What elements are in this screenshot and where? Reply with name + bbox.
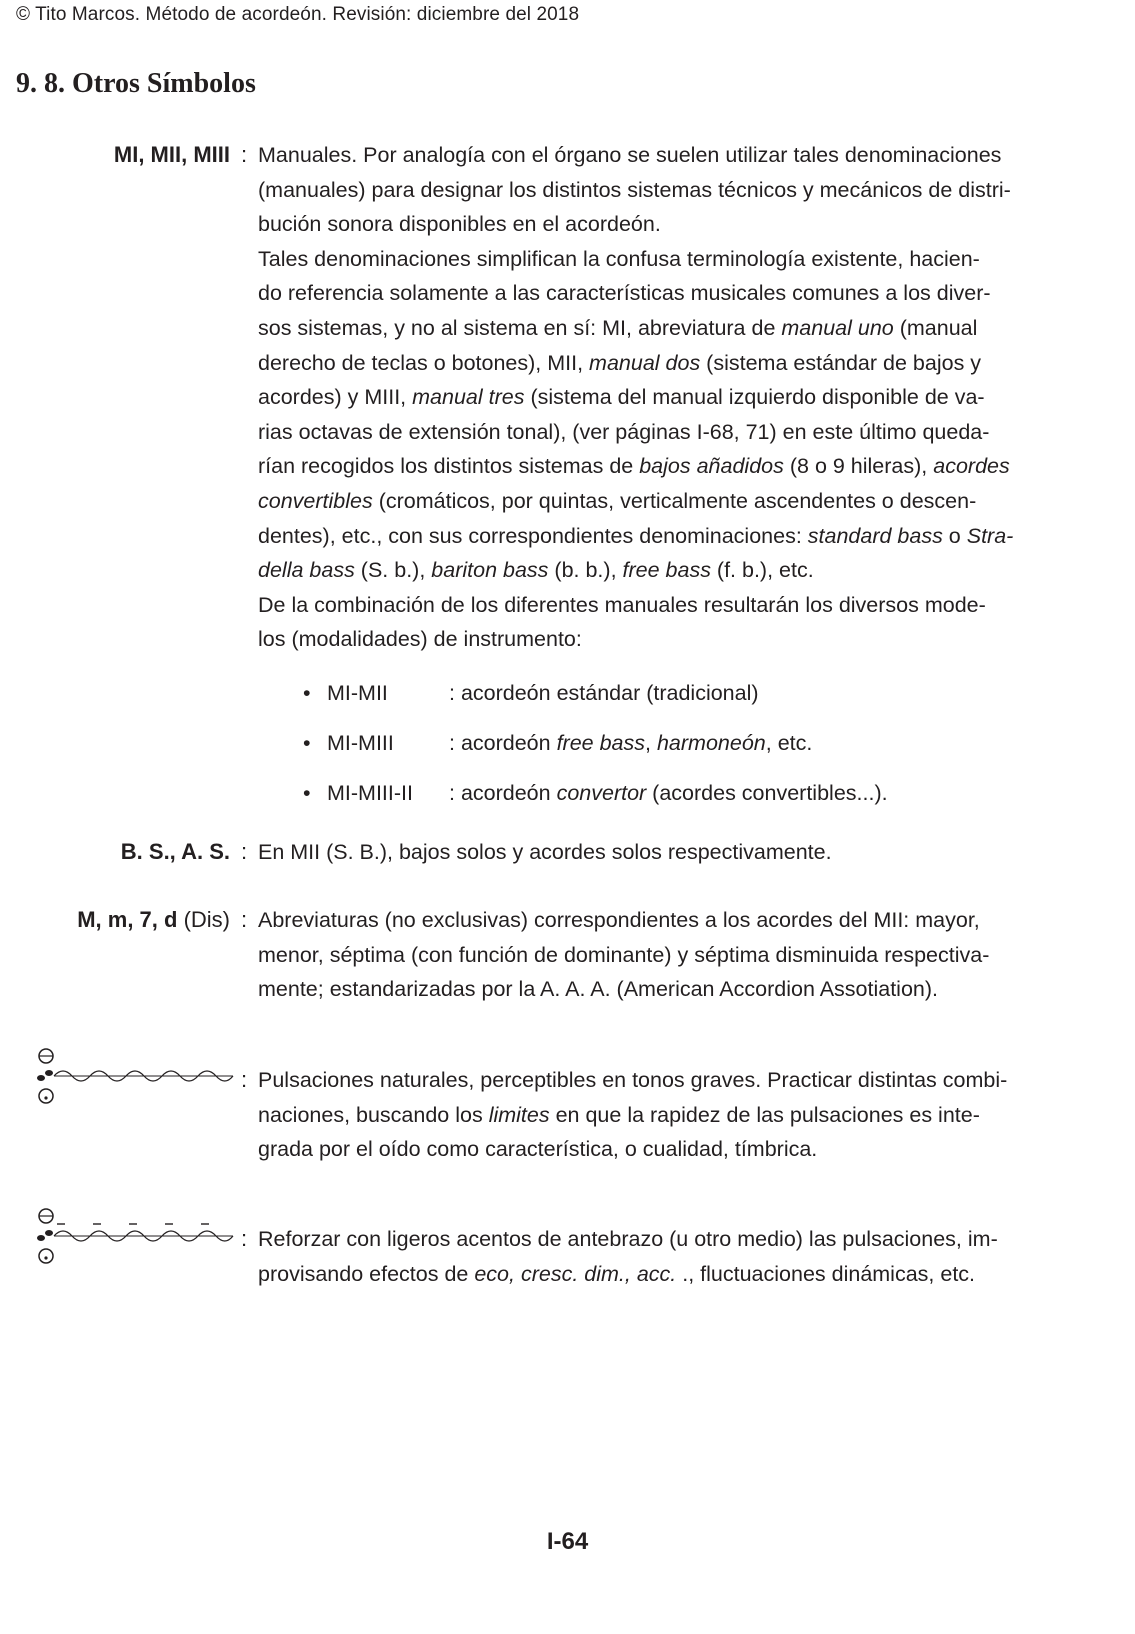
term-bajos-solos: B. S., A. S. (120, 839, 230, 864)
page-number: I-64 (546, 1528, 589, 1555)
natural-pulsation-symbol (28, 1044, 238, 1113)
page-header: © Tito Marcos. Método de acordeón. Revisión: diciembre del 2018 (16, 4, 580, 25)
term-manuales: MI, MII, MIII (113, 142, 230, 167)
colon: : (241, 142, 248, 167)
list-item: • MI-MII : acordeón estándar (tradicional) (303, 676, 1083, 726)
list-item: • MI-MIII : acordeón free bass, harmoneón, etc. (303, 726, 1083, 776)
colon: : (241, 839, 248, 864)
bullet: • (303, 781, 311, 805)
instrument-models-list (303, 676, 1083, 826)
accented-pulsation-symbol (28, 1204, 238, 1273)
desc-pulsaciones: Pulsaciones naturales, perceptibles en tonos graves. Practicar distintas combi- naciones, buscando los limites en que la rapidez de las pulsaciones es inte- grada por el oído como característica, o cualidad, tímbrica. (258, 1068, 1008, 1162)
bullet: • (303, 731, 311, 755)
colon: : (241, 1067, 248, 1092)
desc-abreviaturas: Abreviaturas (no exclusivas) correspondientes a los acordes del MII: mayor, menor, séptima (con función de dominante) y séptima disminuida respectiva- mente; estandarizadas por la A. A. A. (American Accordion Assotiation). (258, 908, 990, 1002)
desc-manuales: Manuales. Por analogía con el órgano se suelen utilizar tales denominaciones (manuales) para designar los distintos sistemas técnicos y mecánicos de distri- bución sonora disponibles en el acordeón. Tales denominaciones simplifican la confusa terminología existente, hacien- do referencia solamente a las características musicales comunes a los diver- sos sistemas, y no al sistema en sí: MI, abreviatura de manual uno (manual derecho de teclas o botones), MII, manual dos (sistema estándar de bajos y acordes) y MIII, manual tres (sistema del manual izquierdo disponible de va- rias octavas de extensión tonal), (ver páginas I-68, 71) en este último queda- rían recogidos los distintos sistemas de bajos añadidos (8 o 9 hileras), acordes convertibles (cromáticos, por quintas, verticalmente ascendentes o descen- dentes), etc., con sus correspondientes denominaciones: standard bass o Stra- della bass (S. b.), bariton bass (b. b.), free bass (f. b.), etc. De la combinación de los diferentes manuales resultarán los diversos mode- los (modalidades) de instrumento: (258, 143, 1014, 652)
desc-bajos-solos: En MII (S. B.), bajos solos y acordes solos respectivamente. (258, 840, 832, 864)
desc-reforzar: Reforzar con ligeros acentos de antebrazo (u otro medio) las pulsaciones, im- provisando efectos de eco, cresc. dim., acc. ., fluctuaciones dinámicas, etc. (258, 1227, 998, 1286)
section-title: 9. 8. Otros Símbolos (16, 68, 256, 99)
bullet: • (303, 681, 311, 705)
colon: : (241, 1226, 248, 1251)
term-abreviaturas: M, m, 7, d (Dis) (77, 907, 230, 932)
list-item: • MI-MIII-II : acordeón convertor (acordes convertibles...). (303, 776, 1083, 826)
colon: : (241, 907, 248, 932)
